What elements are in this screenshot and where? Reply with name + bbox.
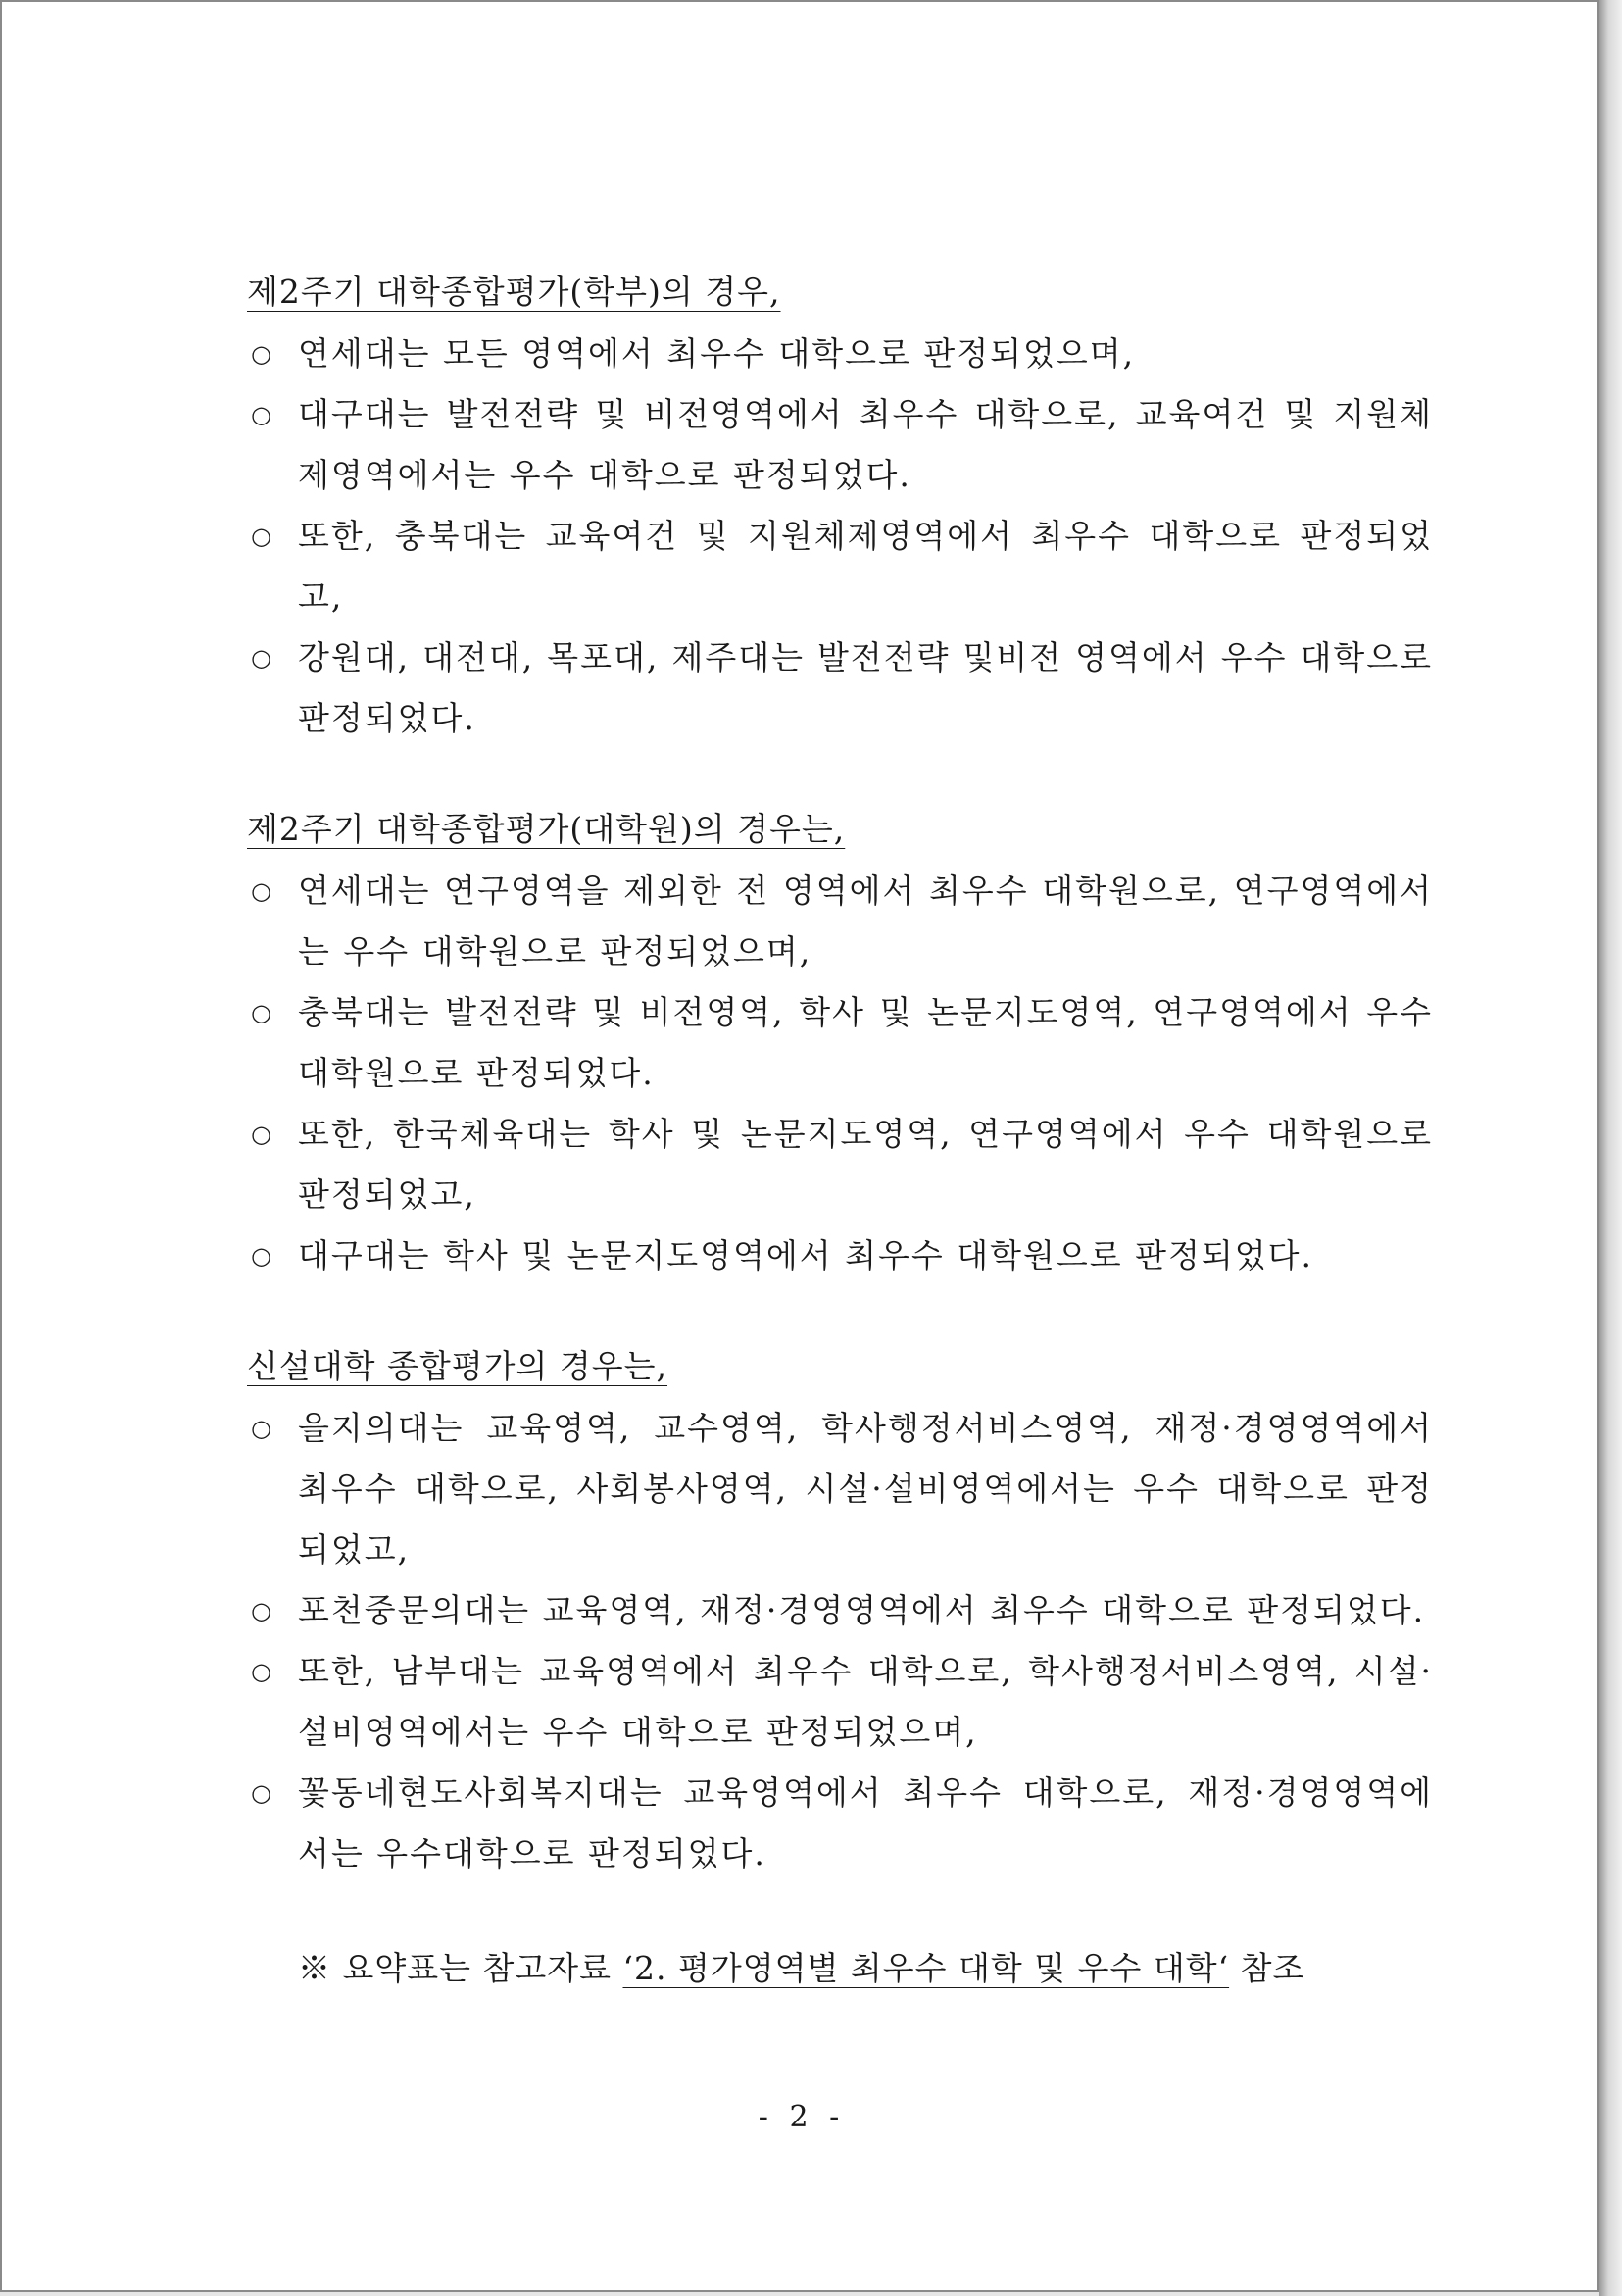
- circle-bullet-icon: ○: [251, 1415, 273, 1442]
- circle-bullet-icon: ○: [251, 1121, 273, 1148]
- list-item: [247, 861, 1433, 982]
- list-item: [247, 627, 1433, 749]
- list-item: [247, 1580, 1433, 1641]
- list-item-text: 꽃동네현도사회복지대는 교육영역에서 최우수 대학으로, 재정·경영영역에서는 우수대학으로 판정되었다.: [298, 1773, 1433, 1872]
- note-suffix: 참조: [1229, 1949, 1305, 1987]
- list-item: [247, 1104, 1433, 1225]
- circle-bullet-icon: ○: [251, 1658, 273, 1685]
- circle-bullet-icon: ○: [251, 340, 273, 368]
- circle-bullet-icon: ○: [251, 1779, 273, 1807]
- list-item: [247, 1763, 1433, 1884]
- list-item: [247, 982, 1433, 1104]
- note-prefix: ※ 요약표는 참고자료: [298, 1949, 623, 1987]
- section-graduate: [247, 804, 1433, 1286]
- section-heading: 제2주기 대학종합평가(대학원)의 경우는,: [247, 810, 846, 848]
- list-item: [247, 324, 1433, 384]
- list-item: [247, 1398, 1433, 1580]
- list-item-text: 충북대는 발전전략 및 비전영역, 학사 및 논문지도영역, 연구영역에서 우수 대학원으로 판정되었다.: [298, 993, 1433, 1092]
- list-item-text: 또한, 남부대는 교육영역에서 최우수 대학으로, 학사행정서비스영역, 시설·설비영역에서는 우수 대학으로 판정되었으며,: [298, 1652, 1433, 1751]
- circle-bullet-icon: ○: [251, 1597, 273, 1624]
- list-item: [247, 506, 1433, 627]
- circle-bullet-icon: ○: [251, 644, 273, 672]
- list-item: [247, 1225, 1433, 1286]
- list-item-text: 연세대는 연구영역을 제외한 전 영역에서 최우수 대학원으로, 연구영역에서는 우수 대학원으로 판정되었으며,: [298, 872, 1433, 971]
- list-item-text: 강원대, 대전대, 목포대, 제주대는 발전전략 및비전 영역에서 우수 대학으로 판정되었다.: [298, 638, 1433, 737]
- reference-note: [298, 1939, 1433, 1998]
- list-item-text: 대구대는 학사 및 논문지도영역에서 최우수 대학원으로 판정되었다.: [298, 1236, 1314, 1274]
- circle-bullet-icon: ○: [251, 523, 273, 550]
- list-item: [247, 1641, 1433, 1763]
- section-heading: 제2주기 대학종합평가(학부)의 경우,: [247, 273, 781, 311]
- section-undergraduate: [247, 267, 1433, 749]
- list-item-text: 연세대는 모든 영역에서 최우수 대학으로 판정되었으며,: [298, 334, 1136, 373]
- circle-bullet-icon: ○: [251, 877, 273, 905]
- circle-bullet-icon: ○: [251, 999, 273, 1026]
- list-item-text: 대구대는 발전전략 및 비전영역에서 최우수 대학으로, 교육여건 및 지원체제영역에서는 우수 대학으로 판정되었다.: [298, 395, 1433, 494]
- section-heading: 신설대학 종합평가의 경우는,: [247, 1347, 668, 1385]
- circle-bullet-icon: ○: [251, 401, 273, 428]
- document-body: [247, 267, 1433, 1998]
- list-item: [247, 384, 1433, 506]
- section-new-university: [247, 1341, 1433, 1884]
- list-item-text: 또한, 한국체육대는 학사 및 논문지도영역, 연구영역에서 우수 대학원으로 판정되었고,: [298, 1115, 1433, 1214]
- list-item-text: 을지의대는 교육영역, 교수영역, 학사행정서비스영역, 재정·경영영역에서 최우수 대학으로, 사회봉사영역, 시설·설비영역에서는 우수 대학으로 판정되었고,: [298, 1409, 1433, 1569]
- list-item-text: 또한, 충북대는 교육여건 및 지원체제영역에서 최우수 대학으로 판정되었고,: [298, 517, 1433, 616]
- circle-bullet-icon: ○: [251, 1242, 273, 1270]
- list-item-text: 포천중문의대는 교육영역, 재정·경영영역에서 최우수 대학으로 판정되었다.: [298, 1591, 1426, 1629]
- note-reference-link: ‘2. 평가영역별 최우수 대학 및 우수 대학‘: [622, 1949, 1230, 1987]
- page-edge-shadow: [1599, 0, 1622, 2296]
- page-number: - 2 -: [758, 2100, 846, 2134]
